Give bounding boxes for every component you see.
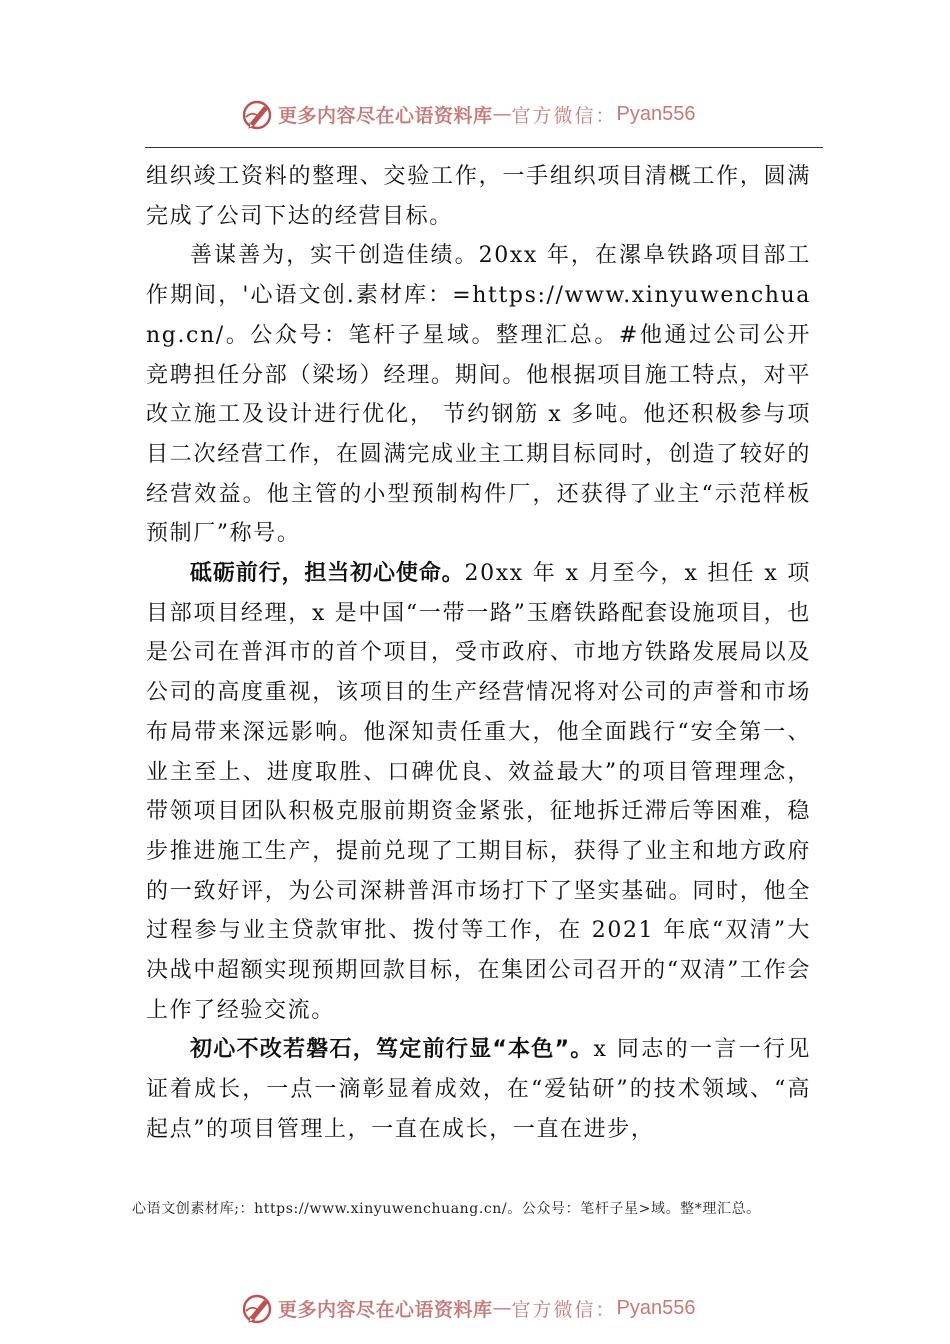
paragraph-3-body: 20xx 年 x 月至今，x 担任 x 项目部项目经理，x 是中国“一带一路”玉磨铁路配套设施项目，也是公司在普洱市的首个项目，受市政府、市地方铁路发展局以及公司的高度重视，该项目的生产经营情况将对公司的声誉和市场布局带来深远影响。他深知责任重大，他全面践行“安全第一、业主至上、进度取胜、口碑优良、效益最大”的项目管理理念，带领项目团队积极克服前期资金紧张，征地拆迁滞后等困难，稳步推进施工生产，提前兑现了工期目标，获得了业主和地方政府的一致好评，为公司深耕普洱市场打下了坚实基础。同时，他全过程参与业主贷款审批、拨付等工作，在 2021 年底“双清”大决战中超额实现预期回款目标，在集团公司召开的“双清”工作会上作了经验交流。 <box>146 561 811 1023</box>
footer-brand-text: 更多内容尽在心语资料库 <box>278 1298 493 1321</box>
paragraph-3 <box>146 554 811 1030</box>
paragraph-1: 组织竣工资料的整理、交验工作，一手组织项目清概工作，圆满完成了公司下达的经营目标。 <box>146 164 811 229</box>
paragraph-4-body: x 同志的一言一行见证着成长，一点一滴彰显着成效，在“爱钻研”的技术领域、“高起点”的项目管理上，一直在成长，一直在进步， <box>146 1037 812 1142</box>
paragraph-2: 善谋善为，实干创造佳绩。20xx 年，在漯阜铁路项目部工作期间，'心语文创.素材库：=https://www.xinyuwenchuang.cn/。公众号：笔杆子星域。整理汇总。#他通过公司公开竞聘担任分部（梁场）经理。期间。他根据项目施工特点，对平改立施工及设计进行优化， 节约钢筋 x 多吨。他还积极参与项目二次经营工作，在圆满完成业主工期目标同时，创造了较好的经营效益。他主管的小型预制构件厂，还获得了业主“示范样板预制厂”称号。 <box>146 243 811 547</box>
pen-circle-logo-icon <box>240 97 274 131</box>
banner-wechat-id: Pyan556 <box>616 102 696 125</box>
header-rule <box>145 147 823 148</box>
banner-brand-text: 更多内容尽在心语资料库 <box>278 104 493 127</box>
document-body <box>146 157 811 1150</box>
footer-banner <box>240 1290 696 1326</box>
header-banner <box>240 96 696 132</box>
footer-wechat-label: 官方微信： <box>511 1298 617 1321</box>
paragraph-3-heading: 砥砺前行，担当初心使命。 <box>190 561 465 587</box>
banner-dash: — <box>492 103 512 125</box>
pen-circle-logo-icon <box>240 1291 274 1325</box>
paragraph-4-heading: 初心不改若磐石，笃定前行显“本色”。 <box>190 1037 594 1063</box>
paragraph-4 <box>146 1030 811 1149</box>
banner-wechat-label: 官方微信： <box>511 104 617 127</box>
footnote: 心语文创素材库;：https://www.xinyuwenchuang.cn/。公众号：笔杆子星>域。整*理汇总。 <box>132 1201 761 1217</box>
footer-wechat-id: Pyan556 <box>616 1296 696 1319</box>
footer-dash: — <box>492 1297 512 1319</box>
